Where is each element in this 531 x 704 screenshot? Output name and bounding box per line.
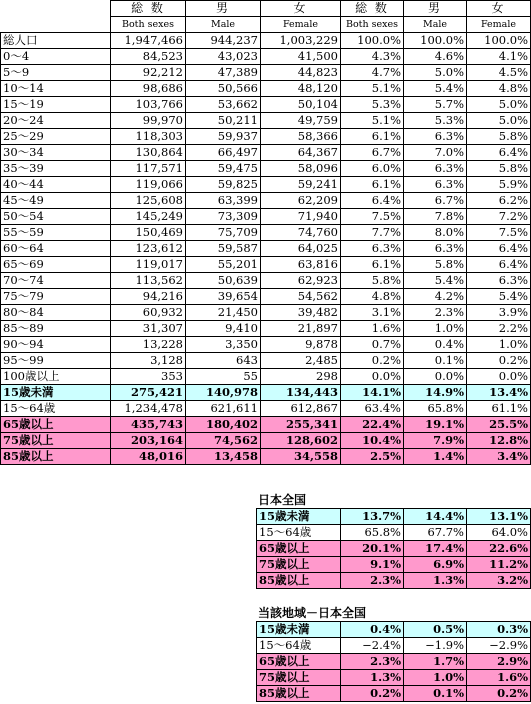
pct-male: 0.4% <box>404 337 467 353</box>
row-label: 40～44 <box>1 177 111 193</box>
pct-male: 4.6% <box>404 49 467 65</box>
count-male: 59,825 <box>186 177 261 193</box>
count-female: 134,443 <box>261 385 341 401</box>
row-label: 75歳以上 <box>1 433 111 449</box>
pct-male: 1.0% <box>404 670 467 686</box>
table-row <box>1 177 531 193</box>
table-row <box>1 337 531 353</box>
pct-male: 14.9% <box>404 385 467 401</box>
table-row <box>1 81 531 97</box>
header-row-group <box>1 1 531 17</box>
header-female: 女 <box>261 1 341 17</box>
count-total: 92,212 <box>111 65 186 81</box>
row-label: 70～74 <box>1 273 111 289</box>
pct-female: 6.2% <box>467 193 531 209</box>
pct-female: 5.8% <box>467 129 531 145</box>
pct-female: 11.2% <box>467 557 531 573</box>
pct-male: 7.9% <box>404 433 467 449</box>
row-label: 75歳以上 <box>257 670 341 686</box>
pct-female: 61.1% <box>467 401 531 417</box>
pct-total: 0.0% <box>341 369 404 385</box>
pct-total: 10.4% <box>341 433 404 449</box>
pct-female: 3.4% <box>467 449 531 465</box>
header-pct-male: 男 <box>404 1 467 17</box>
count-female: 54,562 <box>261 289 341 305</box>
count-female: 1,003,229 <box>261 33 341 49</box>
national-title: 日本全国 <box>258 493 307 507</box>
pct-total: 5.1% <box>341 81 404 97</box>
pct-total: 0.2% <box>341 353 404 369</box>
pct-total: 2.3% <box>341 573 404 589</box>
pct-total: 14.1% <box>341 385 404 401</box>
pct-male: 1.0% <box>404 321 467 337</box>
row-label: 65～69 <box>1 257 111 273</box>
count-female: 255,341 <box>261 417 341 433</box>
count-male: 621,611 <box>186 401 261 417</box>
table-row <box>1 49 531 65</box>
count-male: 53,662 <box>186 97 261 113</box>
count-total: 117,571 <box>111 161 186 177</box>
pct-total: 0.2% <box>341 686 404 702</box>
count-female: 58,366 <box>261 129 341 145</box>
pct-male: 5.4% <box>404 273 467 289</box>
pct-total: 7.5% <box>341 209 404 225</box>
pct-female: 0.3% <box>467 622 531 638</box>
count-total: 145,249 <box>111 209 186 225</box>
row-label: 85歳以上 <box>257 686 341 702</box>
row-label: 60～64 <box>1 241 111 257</box>
table-row <box>257 509 531 525</box>
pct-total: 5.1% <box>341 113 404 129</box>
pct-male: 0.1% <box>404 353 467 369</box>
difference-table <box>256 621 531 702</box>
table-row <box>257 670 531 686</box>
pct-female: 25.5% <box>467 417 531 433</box>
count-male: 3,350 <box>186 337 261 353</box>
header-corner <box>1 1 111 17</box>
count-total: 84,523 <box>111 49 186 65</box>
pct-total: 6.0% <box>341 161 404 177</box>
row-label: 65歳以上 <box>1 417 111 433</box>
subheader-female: Female <box>261 17 341 33</box>
table-row <box>257 557 531 573</box>
count-female: 71,940 <box>261 209 341 225</box>
count-total: 60,932 <box>111 305 186 321</box>
header-corner-sub <box>1 17 111 33</box>
pct-total: 5.8% <box>341 273 404 289</box>
table-row <box>1 449 531 465</box>
table-row <box>1 273 531 289</box>
count-male: 74,562 <box>186 433 261 449</box>
count-total: 125,608 <box>111 193 186 209</box>
pct-total: 20.1% <box>341 541 404 557</box>
count-male: 55,201 <box>186 257 261 273</box>
pct-male: 0.0% <box>404 369 467 385</box>
pct-female: 13.1% <box>467 509 531 525</box>
row-label: 90～94 <box>1 337 111 353</box>
pct-total: 7.7% <box>341 225 404 241</box>
pct-total: 13.7% <box>341 509 404 525</box>
row-label: 30～34 <box>1 145 111 161</box>
pct-male: 5.0% <box>404 65 467 81</box>
count-male: 50,566 <box>186 81 261 97</box>
count-total: 150,469 <box>111 225 186 241</box>
count-total: 119,017 <box>111 257 186 273</box>
table-row <box>1 433 531 449</box>
table-row <box>257 654 531 670</box>
row-label: 25～29 <box>1 129 111 145</box>
count-female: 612,867 <box>261 401 341 417</box>
pct-male: 5.8% <box>404 257 467 273</box>
table-row <box>1 289 531 305</box>
pct-total: 6.4% <box>341 193 404 209</box>
pct-female: 12.8% <box>467 433 531 449</box>
pct-total: 2.5% <box>341 449 404 465</box>
count-female: 49,759 <box>261 113 341 129</box>
count-male: 140,978 <box>186 385 261 401</box>
row-label: 35～39 <box>1 161 111 177</box>
row-label: 65歳以上 <box>257 541 341 557</box>
count-female: 64,367 <box>261 145 341 161</box>
pct-female: 5.0% <box>467 113 531 129</box>
pct-total: 4.8% <box>341 289 404 305</box>
national-table <box>256 508 531 589</box>
pct-female: 64.0% <box>467 525 531 541</box>
pct-total: 9.1% <box>341 557 404 573</box>
count-female: 44,823 <box>261 65 341 81</box>
table-row <box>1 209 531 225</box>
pct-male: 17.4% <box>404 541 467 557</box>
count-female: 298 <box>261 369 341 385</box>
count-male: 13,458 <box>186 449 261 465</box>
row-label: 20～24 <box>1 113 111 129</box>
row-label: 総人口 <box>1 33 111 49</box>
count-total: 3,128 <box>111 353 186 369</box>
pct-male: 7.0% <box>404 145 467 161</box>
pct-male: 4.2% <box>404 289 467 305</box>
table-row <box>1 65 531 81</box>
pct-female: 3.2% <box>467 573 531 589</box>
count-male: 21,450 <box>186 305 261 321</box>
pct-female: 6.4% <box>467 145 531 161</box>
pct-female: 2.2% <box>467 321 531 337</box>
row-label: 80～84 <box>1 305 111 321</box>
count-total: 94,216 <box>111 289 186 305</box>
pct-male: 6.3% <box>404 177 467 193</box>
pct-total: 0.4% <box>341 622 404 638</box>
pct-female: 100.0% <box>467 33 531 49</box>
count-total: 1,947,466 <box>111 33 186 49</box>
table-row <box>1 97 531 113</box>
subheader-pct-female: Female <box>467 17 531 33</box>
pct-total: 22.4% <box>341 417 404 433</box>
table-row <box>257 541 531 557</box>
count-female: 2,485 <box>261 353 341 369</box>
count-total: 31,307 <box>111 321 186 337</box>
count-male: 180,402 <box>186 417 261 433</box>
row-label: 65歳以上 <box>257 654 341 670</box>
table-row <box>1 369 531 385</box>
pct-male: 14.4% <box>404 509 467 525</box>
pct-female: 0.2% <box>467 353 531 369</box>
count-male: 75,709 <box>186 225 261 241</box>
row-label: 15～64歳 <box>257 638 341 654</box>
table-row <box>1 353 531 369</box>
pct-male: 100.0% <box>404 33 467 49</box>
pct-total: 6.3% <box>341 241 404 257</box>
pct-male: 7.8% <box>404 209 467 225</box>
count-male: 59,475 <box>186 161 261 177</box>
pct-total: 63.4% <box>341 401 404 417</box>
pct-male: 1.4% <box>404 449 467 465</box>
count-total: 435,743 <box>111 417 186 433</box>
pct-female: 5.0% <box>467 97 531 113</box>
row-label: 50～54 <box>1 209 111 225</box>
pct-total: 100.0% <box>341 33 404 49</box>
count-total: 123,612 <box>111 241 186 257</box>
pct-female: 7.2% <box>467 209 531 225</box>
count-female: 34,558 <box>261 449 341 465</box>
pct-female: 4.8% <box>467 81 531 97</box>
row-label: 15～64歳 <box>1 401 111 417</box>
table-row <box>1 225 531 241</box>
table-row <box>1 401 531 417</box>
pct-total: 6.1% <box>341 129 404 145</box>
count-male: 63,399 <box>186 193 261 209</box>
count-female: 21,897 <box>261 321 341 337</box>
row-label: 75～79 <box>1 289 111 305</box>
count-total: 353 <box>111 369 186 385</box>
pct-male: 6.7% <box>404 193 467 209</box>
pct-total: 5.3% <box>341 97 404 113</box>
table-row <box>1 129 531 145</box>
table-row <box>257 573 531 589</box>
pct-female: 1.6% <box>467 670 531 686</box>
count-total: 119,066 <box>111 177 186 193</box>
pct-female: 1.0% <box>467 337 531 353</box>
pct-total: 4.7% <box>341 65 404 81</box>
count-female: 59,241 <box>261 177 341 193</box>
count-female: 41,500 <box>261 49 341 65</box>
pct-female: 6.3% <box>467 273 531 289</box>
table-row <box>1 193 531 209</box>
row-label: 15歳未満 <box>1 385 111 401</box>
count-female: 9,878 <box>261 337 341 353</box>
pct-male: 2.3% <box>404 305 467 321</box>
pct-total: 2.3% <box>341 654 404 670</box>
count-total: 118,303 <box>111 129 186 145</box>
row-label: 5～9 <box>1 65 111 81</box>
count-female: 128,602 <box>261 433 341 449</box>
count-female: 62,923 <box>261 273 341 289</box>
count-total: 103,766 <box>111 97 186 113</box>
pct-female: 5.4% <box>467 289 531 305</box>
count-male: 39,654 <box>186 289 261 305</box>
pct-male: 6.3% <box>404 241 467 257</box>
table-row <box>1 305 531 321</box>
header-male: 男 <box>186 1 261 17</box>
pct-male: −1.9% <box>404 638 467 654</box>
pct-total: 3.1% <box>341 305 404 321</box>
pct-male: 19.1% <box>404 417 467 433</box>
table-row <box>257 622 531 638</box>
pct-male: 5.7% <box>404 97 467 113</box>
pct-total: −2.4% <box>341 638 404 654</box>
pct-male: 6.9% <box>404 557 467 573</box>
pct-female: 5.8% <box>467 161 531 177</box>
pct-female: 22.6% <box>467 541 531 557</box>
count-male: 9,410 <box>186 321 261 337</box>
count-female: 64,025 <box>261 241 341 257</box>
pct-male: 6.3% <box>404 161 467 177</box>
pct-male: 5.3% <box>404 113 467 129</box>
row-label: 10～14 <box>1 81 111 97</box>
count-female: 50,104 <box>261 97 341 113</box>
row-label: 55～59 <box>1 225 111 241</box>
pct-female: 13.4% <box>467 385 531 401</box>
count-total: 113,562 <box>111 273 186 289</box>
table-row <box>1 33 531 49</box>
count-total: 1,234,478 <box>111 401 186 417</box>
pct-male: 0.1% <box>404 686 467 702</box>
count-female: 48,120 <box>261 81 341 97</box>
pct-female: −2.9% <box>467 638 531 654</box>
subheader-pct-male: Male <box>404 17 467 33</box>
count-female: 62,209 <box>261 193 341 209</box>
header-total: 総 数 <box>111 1 186 17</box>
pct-female: 6.4% <box>467 257 531 273</box>
pct-female: 2.9% <box>467 654 531 670</box>
count-male: 944,237 <box>186 33 261 49</box>
header-row-sub <box>1 17 531 33</box>
count-male: 55 <box>186 369 261 385</box>
table-row <box>1 321 531 337</box>
count-male: 643 <box>186 353 261 369</box>
row-label: 15～19 <box>1 97 111 113</box>
pct-male: 5.4% <box>404 81 467 97</box>
count-total: 13,228 <box>111 337 186 353</box>
pct-female: 3.9% <box>467 305 531 321</box>
count-female: 58,096 <box>261 161 341 177</box>
table-row <box>1 113 531 129</box>
pct-female: 6.4% <box>467 241 531 257</box>
row-label: 15歳未満 <box>257 509 341 525</box>
row-label: 85歳以上 <box>1 449 111 465</box>
count-female: 63,816 <box>261 257 341 273</box>
count-male: 43,023 <box>186 49 261 65</box>
table-row <box>1 161 531 177</box>
pct-male: 67.7% <box>404 525 467 541</box>
pct-total: 6.7% <box>341 145 404 161</box>
subheader-pct-both: Both sexes <box>341 17 404 33</box>
pct-total: 6.1% <box>341 257 404 273</box>
pct-female: 5.9% <box>467 177 531 193</box>
row-label: 0～4 <box>1 49 111 65</box>
count-total: 48,016 <box>111 449 186 465</box>
pct-male: 65.8% <box>404 401 467 417</box>
pct-female: 4.1% <box>467 49 531 65</box>
table-row <box>1 417 531 433</box>
subheader-both: Both sexes <box>111 17 186 33</box>
pct-total: 65.8% <box>341 525 404 541</box>
pct-total: 1.3% <box>341 670 404 686</box>
table-row <box>257 638 531 654</box>
count-male: 50,639 <box>186 273 261 289</box>
count-total: 275,421 <box>111 385 186 401</box>
pct-male: 0.5% <box>404 622 467 638</box>
subheader-male: Male <box>186 17 261 33</box>
count-male: 66,497 <box>186 145 261 161</box>
pct-total: 4.3% <box>341 49 404 65</box>
count-male: 50,211 <box>186 113 261 129</box>
row-label: 100歳以上 <box>1 369 111 385</box>
count-female: 39,482 <box>261 305 341 321</box>
pct-female: 7.5% <box>467 225 531 241</box>
table-row <box>1 241 531 257</box>
pct-female: 0.0% <box>467 369 531 385</box>
row-label: 85歳以上 <box>257 573 341 589</box>
row-label: 75歳以上 <box>257 557 341 573</box>
table-row <box>1 257 531 273</box>
table-row <box>1 385 531 401</box>
row-label: 15歳未満 <box>257 622 341 638</box>
pct-male: 8.0% <box>404 225 467 241</box>
count-female: 74,760 <box>261 225 341 241</box>
table-row <box>257 525 531 541</box>
table-row <box>1 145 531 161</box>
pct-total: 0.7% <box>341 337 404 353</box>
pct-total: 6.1% <box>341 177 404 193</box>
pct-male: 1.3% <box>404 573 467 589</box>
count-male: 47,389 <box>186 65 261 81</box>
count-male: 59,937 <box>186 129 261 145</box>
count-male: 59,587 <box>186 241 261 257</box>
row-label: 15～64歳 <box>257 525 341 541</box>
pct-male: 1.7% <box>404 654 467 670</box>
pct-female: 4.5% <box>467 65 531 81</box>
difference-title: 当該地域－日本全国 <box>258 606 367 620</box>
count-total: 130,864 <box>111 145 186 161</box>
count-male: 73,309 <box>186 209 261 225</box>
pct-female: 0.2% <box>467 686 531 702</box>
count-total: 203,164 <box>111 433 186 449</box>
row-label: 45～49 <box>1 193 111 209</box>
count-total: 98,686 <box>111 81 186 97</box>
row-label: 95～99 <box>1 353 111 369</box>
pct-male: 6.3% <box>404 129 467 145</box>
table-row <box>257 686 531 702</box>
header-pct-total: 総 数 <box>341 1 404 17</box>
row-label: 85～89 <box>1 321 111 337</box>
pct-total: 1.6% <box>341 321 404 337</box>
count-total: 99,970 <box>111 113 186 129</box>
header-pct-female: 女 <box>467 1 531 17</box>
